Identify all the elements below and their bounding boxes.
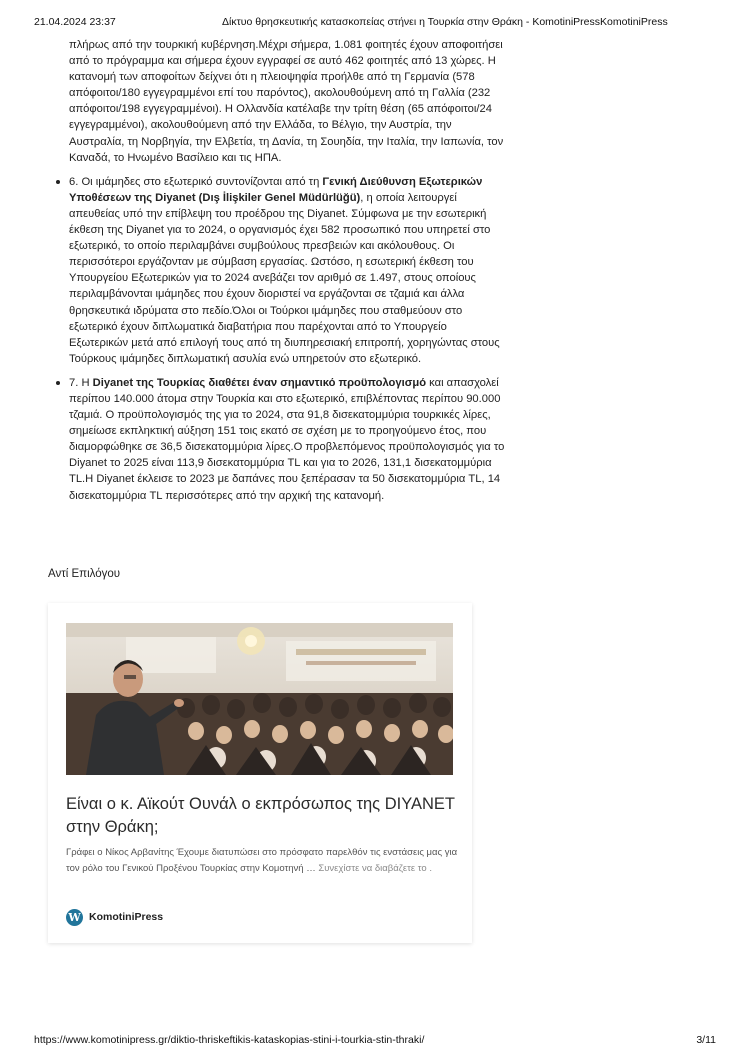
article-body [48, 37, 508, 504]
print-date: 21.04.2024 23:37 [34, 16, 116, 28]
item6-suffix: , η οποία λειτουργεί απευθείας υπό την επίβλεψη του προέδρου της Diyanet. Σύμφωνα με την εσωτερική έκθεση της Diyanet για το 2024, ο οργανισμός έχει 582 προσωπικό που υπηρετεί στο εξωτερικό, το οποίο περιλαμβάνει συμβούλους πρεσβειών και ακόλουθους. Οι περισσότεροι εργάζονταν με σύμβαση εργασίας. Ωστόσο, η εσωτερική έκθεση του Υπουργείου Εξωτερικών για το 2024 ανεβάζει τον αριθμό σε 1.497, στους οποίους περιλαμβάνονται ιμάμηδες που έχουν διοριστεί να εργάζονται σε τζαμιά και άλλα θρησκευτικά ιδρύματα στο πεδίο.Όλοι οι Τούρκοι ιμάμηδες που σταθμεύουν στο εξωτερικό έχουν διπλωματικά διαβατήρια που παρέχονται από το Υπουργείο Εξωτερικών μετά από επιλογή τους από τη διυπηρεσιακή επιτροπή, χορηγώντας στους Τούρκους ιμάμηδες διπλωματική ασυλία ενώ υπηρετούν στο εξωτερικό. [69, 191, 500, 365]
item6-bold: Γενική Διεύθυνση Εξωτερικών Υποθέσεων της Diyanet (Dış İlişkiler Genel Müdürlüğü) [69, 175, 483, 204]
read-more-link[interactable]: Συνεχίστε να διαβάζετε το . [318, 863, 432, 874]
print-url: https://www.komotinipress.gr/diktio-thriskeftikis-kataskopias-stini-i-tourkia-stin-thraki/ [34, 1034, 425, 1046]
related-post-card[interactable] [48, 603, 472, 943]
numbered-points [48, 174, 508, 504]
mosque-gathering-photo [66, 623, 453, 775]
card-title-link[interactable]: Είναι ο κ. Αϊκούτ Ουνάλ ο εκπρόσωπος της DIYANET στην Θράκη; [66, 795, 455, 836]
list-item [48, 174, 508, 367]
wordpress-icon: W [66, 909, 83, 926]
item7-suffix: και απασχολεί περίπου 140.000 άτομα στην Τουρκία και στο εξωτερικό, επιβλέποντας περίπου 90.000 τζαμιά. Ο προϋπολογισμός της για το 2024, στα 91,8 δισεκατομμύρια τουρκικές λίρες, σημείωσε εκπληκτική αύξηση 151 τοις εκατό σε σχέση με το προηγούμενο έτος, που διαμορφώθηκε σε 36,5 δισεκατομμύρια λίρες.Ο προβλεπόμενος προϋπολογισμός για το Diyanet το 2025 είναι 113,9 δισεκατομμύρια TL και για το 2026, 131,1 δισεκατομμύρια TL.Η Diyanet έκλεισε το 2023 με δαπάνες που ξεπέρασαν τα 50 δισεκατομμύρια TL, 14 δισεκατομμύρια TL περισσότερες από την αρχική της κατανομή. [69, 376, 505, 502]
item7-prefix: 7. Η [69, 376, 93, 389]
lead-paragraph: πλήρως από την τουρκική κυβέρνηση.Μέχρι σήμερα, 1.081 φοιτητές έχουν αποφοιτήσει από το πρόγραμμα και σήμερα έχουν εγγραφεί σε αυτό 462 φοιτητές από 13 χώρες. Η κατανομή των αποφοίτων δείχνει ότι η πλειοψηφία προήλθε από τη Γερμανία (578 απόφοιτοι/180 εγγεγραμμένοι επί του παρόντος), ακολουθούμενη από τη Γαλλία (232 απόφοιτοι/198 εγγεγραμμένοι). Η Ολλανδία κατέλαβε την τρίτη θέση (65 απόφοιτοι/24 εγγεγραμμένοι), ακολουθούμενη από την Ελλάδα, το Βέλγιο, την Αυστρία, την Αυστραλία, τη Νορβηγία, την Ελβετία, τη Δανία, τη Σουηδία, την Ιταλία, την Ιαπωνία, τον Καναδά, το Ηνωμένο Βασίλειο και τις ΗΠΑ. [69, 39, 504, 164]
page-number: 3/11 [696, 1034, 716, 1046]
list-item [48, 375, 508, 504]
section-label: Αντί Επιλόγου [48, 568, 121, 580]
site-name[interactable]: KomotiniPress [89, 911, 164, 923]
item6-prefix: 6. Οι ιμάμηδες στο εξωτερικό συντονίζονται από τη [69, 175, 323, 188]
excerpt-text: Γράφει ο Νίκος Αρβανίτης Έχουμε διατυπώσει στο πρόσφατο παρελθόν τις ενστάσεις μας για τον ρόλο του Γενικού Προξένου Τουρκίας στην Κομοτηνή … [66, 847, 458, 874]
card-excerpt [66, 845, 461, 877]
card-image[interactable] [66, 623, 453, 775]
print-page-title: Δίκτυο θρησκευτικής κατασκοπείας στήνει η Τουρκία στην Θράκη - KomotiniPressKomotiniPress [222, 16, 668, 28]
card-footer[interactable] [66, 907, 163, 927]
item7-bold: Diyanet της Τουρκίας διαθέτει έναν σημαντικό προϋπολογισμό [92, 376, 427, 389]
